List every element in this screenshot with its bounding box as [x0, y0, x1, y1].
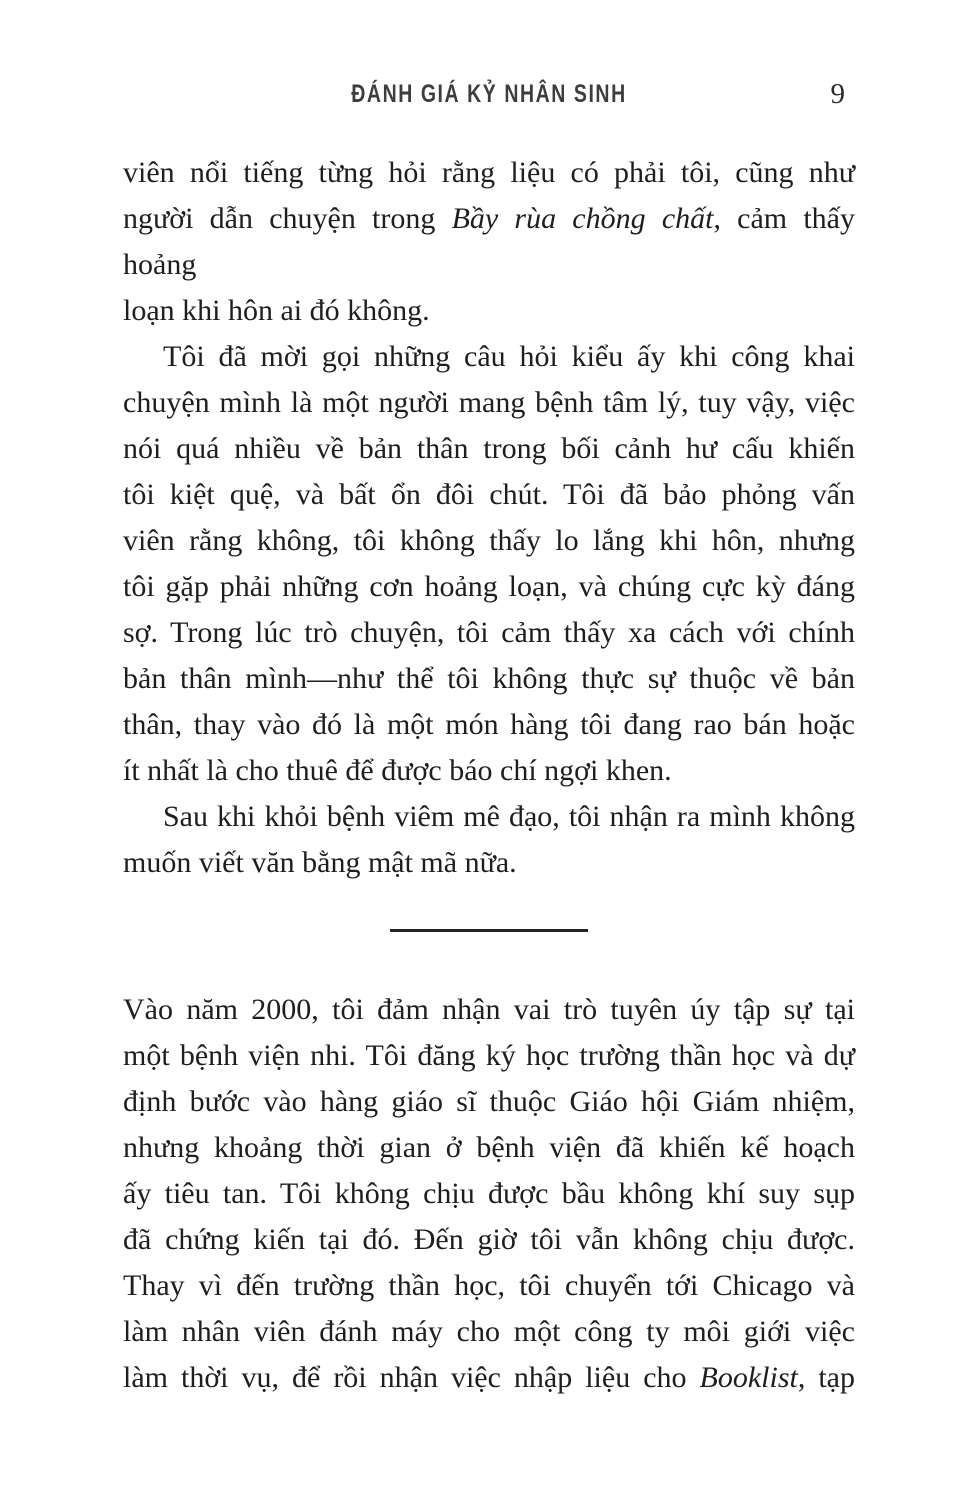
italic-text-segment: Booklist: [699, 1361, 798, 1394]
text-segment: viên nổi tiếng từng hỏi rằng liệu có phải tôi, cũng như: [123, 156, 855, 189]
text-line: [123, 472, 855, 518]
text-segment: sợ. Trong lúc trò chuyện, tôi cảm thấy xa cách với chính: [123, 616, 855, 649]
text-segment: làm nhân viên đánh máy cho một công ty môi giới việc: [123, 1315, 855, 1348]
text-line: [123, 288, 855, 334]
text-line: [123, 334, 855, 380]
text-section-2: [123, 987, 855, 1401]
text-segment: , tạp: [797, 1361, 855, 1394]
text-line: [123, 702, 855, 748]
text-segment: tôi gặp phải những cơn hoảng loạn, và chúng cực kỳ đáng: [123, 570, 855, 603]
text-line: [123, 794, 855, 840]
text-segment: tôi kiệt quệ, và bất ổn đôi chút. Tôi đã bảo phỏng vấn: [123, 478, 855, 511]
text-segment: định bước vào hàng giáo sĩ thuộc Giáo hội Giám nhiệm,: [123, 1085, 855, 1118]
paragraph: [123, 794, 855, 886]
text-segment: Vào năm 2000, tôi đảm nhận vai trò tuyên úy tập sự tại: [123, 993, 855, 1026]
body-text: [123, 150, 855, 1401]
page-number: 9: [830, 78, 845, 110]
text-line: [123, 1171, 855, 1217]
text-line: [123, 564, 855, 610]
text-segment: loạn khi hôn ai đó không.: [123, 294, 430, 327]
section-divider: [390, 929, 588, 932]
text-line: [123, 1355, 855, 1401]
text-line: [123, 840, 855, 886]
text-segment: Tôi đã mời gọi những câu hỏi kiểu ấy khi công khai: [163, 340, 855, 373]
text-segment: muốn viết văn bằng mật mã nữa.: [123, 846, 517, 879]
text-line: [123, 1125, 855, 1171]
text-line: [123, 610, 855, 656]
text-line: [123, 1217, 855, 1263]
text-segment: người dẫn chuyện trong: [123, 202, 452, 235]
text-line: [123, 380, 855, 426]
text-segment: đã chứng kiến tại đó. Đến giờ tôi vẫn không chịu được.: [123, 1223, 855, 1256]
page-header: [123, 80, 855, 110]
text-segment: bản thân mình—như thể tôi không thực sự thuộc về bản: [123, 662, 855, 695]
text-segment: thân, thay vào đó là một món hàng tôi đang rao bán hoặc: [123, 708, 855, 741]
italic-text-segment: Bầy rùa chồng chất: [451, 202, 714, 235]
text-line: [123, 150, 855, 196]
text-line: [123, 656, 855, 702]
text-segment: Thay vì đến trường thần học, tôi chuyển tới Chicago và: [123, 1269, 855, 1302]
text-segment: làm thời vụ, để rồi nhận việc nhập liệu cho: [123, 1361, 700, 1394]
text-segment: chuyện mình là một người mang bệnh tâm lý, tuy vậy, việc: [123, 386, 855, 419]
text-segment: ít nhất là cho thuê để được báo chí ngợi khen.: [123, 754, 672, 787]
running-title: ĐÁNH GIÁ KỶ NHÂN SINH: [351, 80, 627, 108]
paragraph: [123, 987, 855, 1401]
text-line: [123, 1079, 855, 1125]
text-line: [123, 748, 855, 794]
text-segment: một bệnh viện nhi. Tôi đăng ký học trường thần học và dự: [123, 1039, 855, 1072]
text-line: [123, 196, 855, 288]
text-line: [123, 1033, 855, 1079]
text-line: [123, 1263, 855, 1309]
text-line: [123, 518, 855, 564]
text-segment: viên rằng không, tôi không thấy lo lắng khi hôn, nhưng: [123, 524, 855, 557]
paragraph: [123, 334, 855, 794]
paragraph: [123, 150, 855, 334]
text-segment: nói quá nhiều về bản thân trong bối cảnh hư cấu khiến: [123, 432, 855, 465]
text-line: [123, 1309, 855, 1355]
text-segment: , cảm thấy hoảng: [123, 202, 855, 281]
text-segment: ấy tiêu tan. Tôi không chịu được bầu không khí suy sụp: [123, 1177, 855, 1210]
text-line: [123, 987, 855, 1033]
text-segment: Sau khi khỏi bệnh viêm mê đạo, tôi nhận ra mình không: [163, 800, 855, 833]
text-segment: nhưng khoảng thời gian ở bệnh viện đã khiến kế hoạch: [123, 1131, 855, 1164]
text-section-1: [123, 150, 855, 886]
text-line: [123, 426, 855, 472]
